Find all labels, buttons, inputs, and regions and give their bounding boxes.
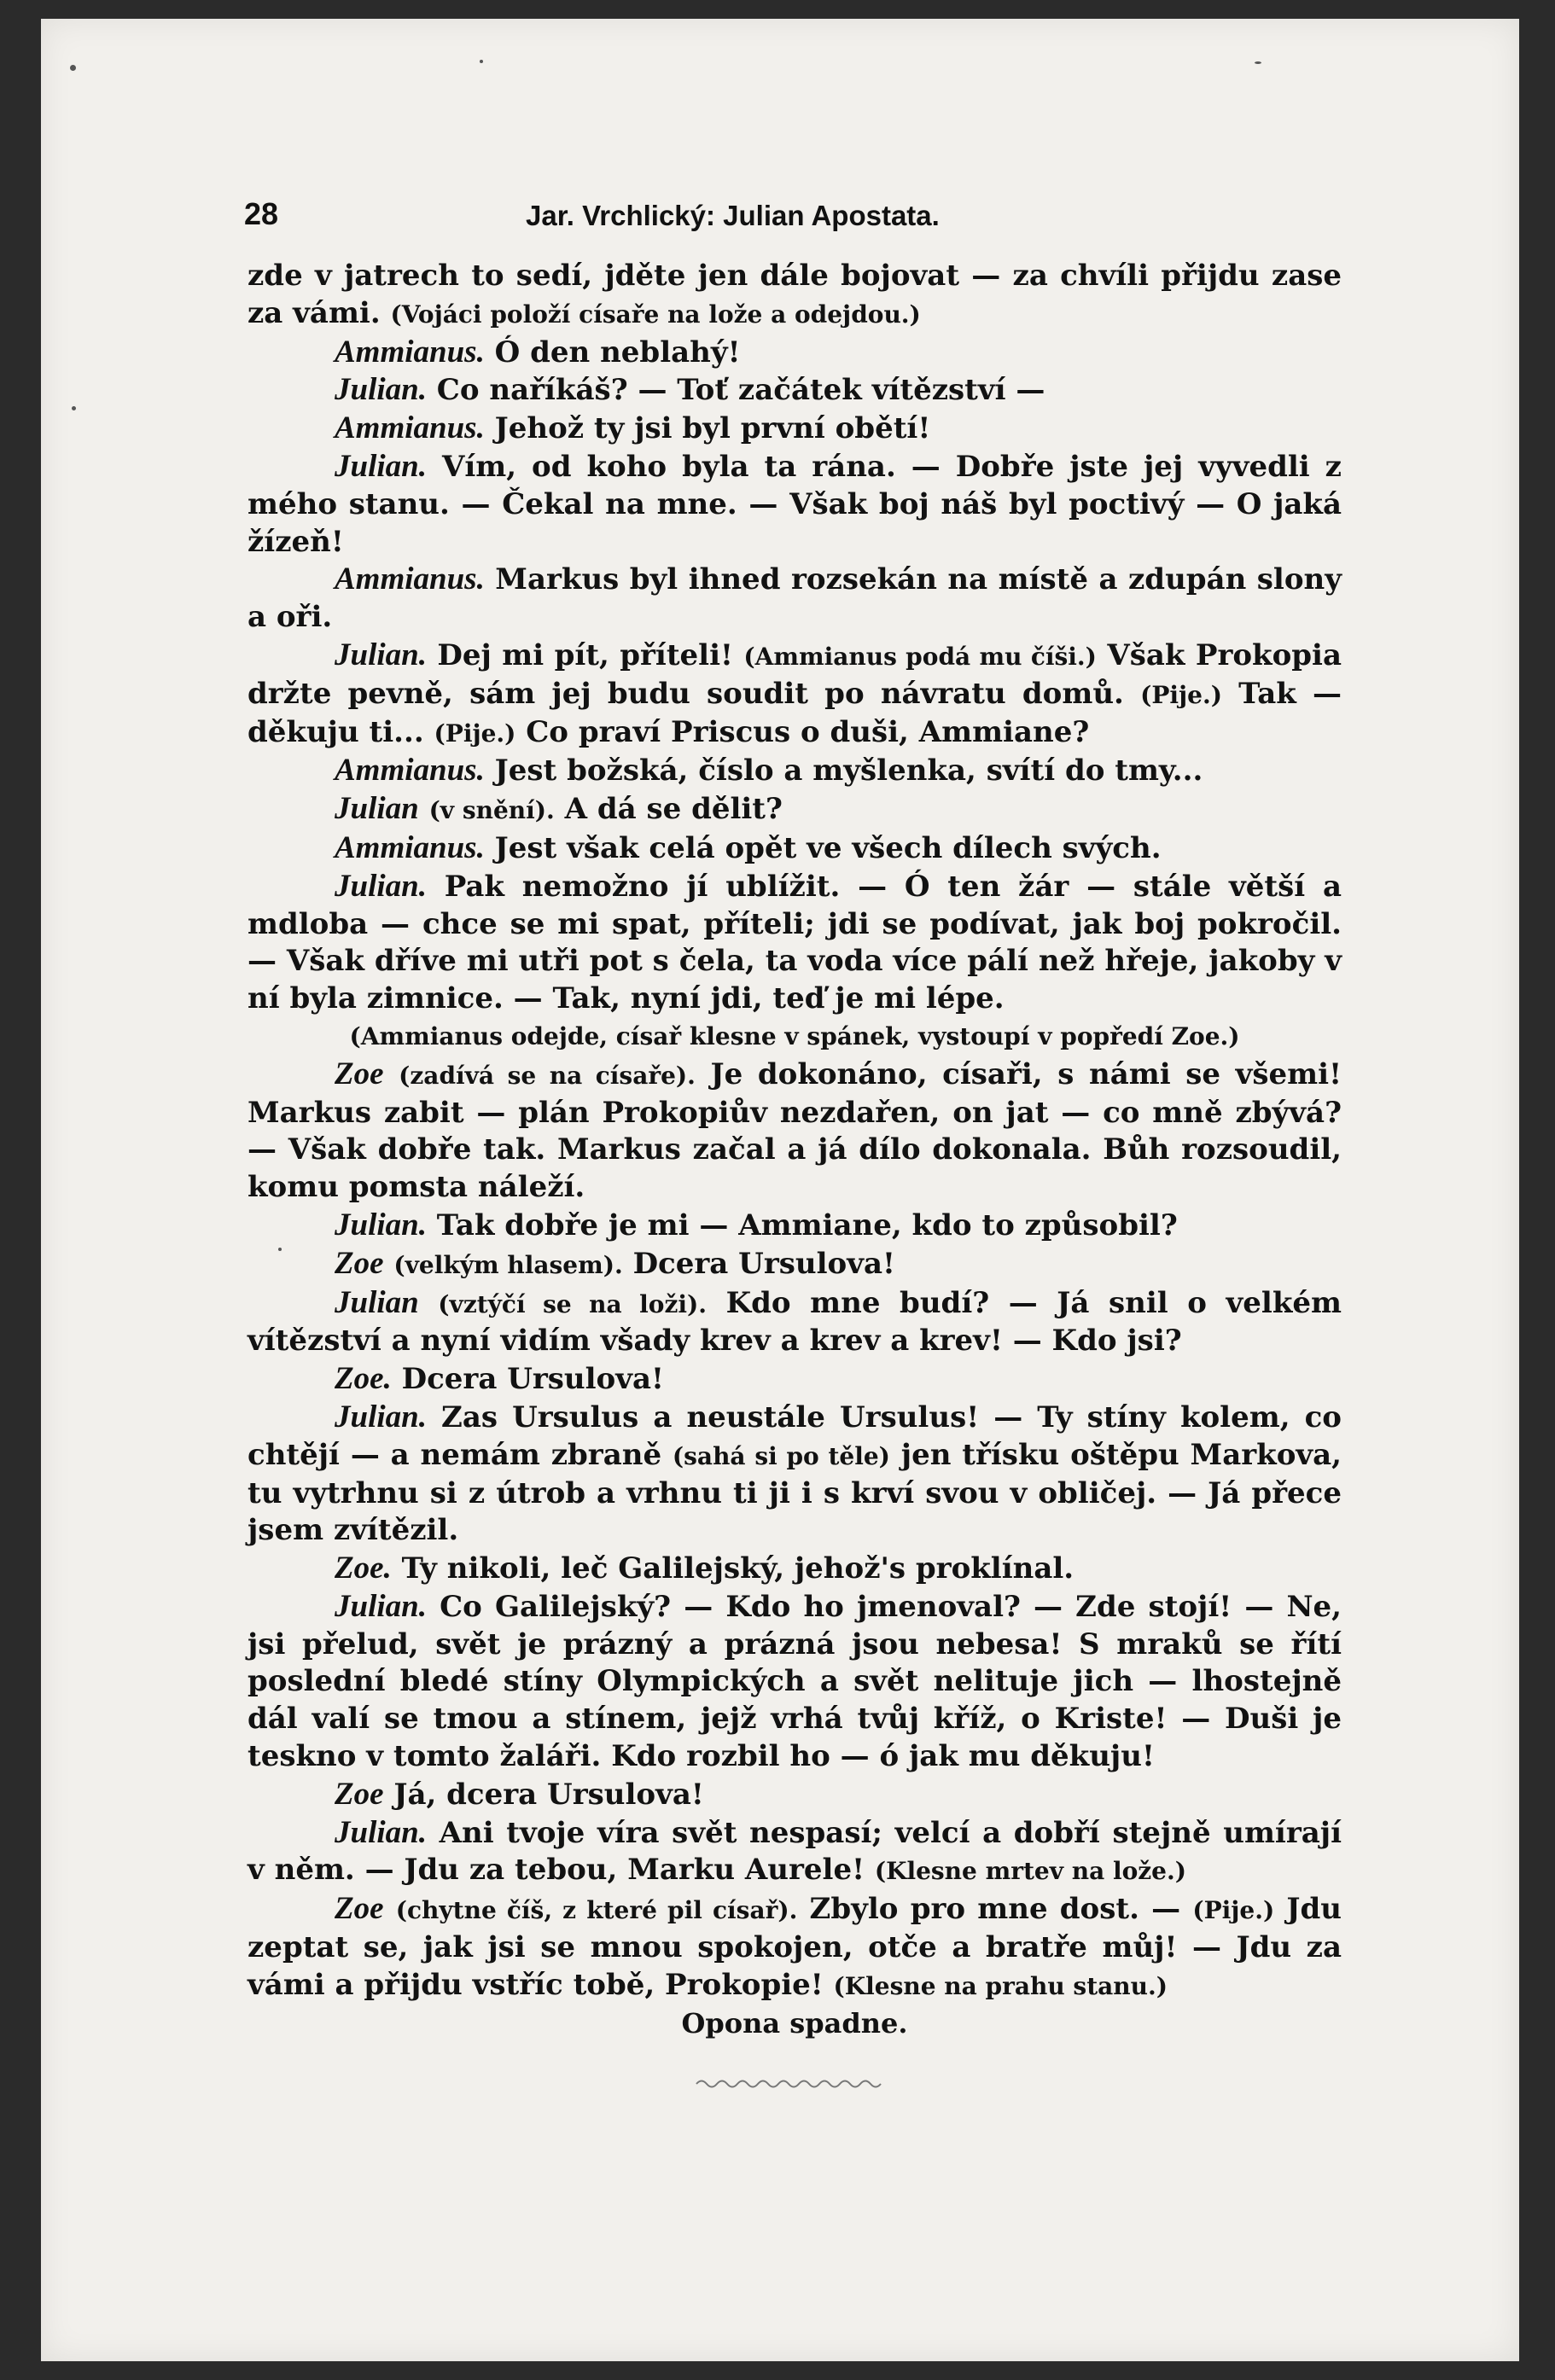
- speaker-name: Julian.: [335, 448, 427, 484]
- text-run: [419, 792, 429, 826]
- dialogue-paragraph: [248, 1245, 1342, 1284]
- print-speck: [278, 1248, 282, 1251]
- speaker-name: Julian.: [335, 637, 427, 672]
- print-speck: [480, 60, 483, 63]
- stage-note: (zadívá se na císaře).: [399, 1061, 696, 1090]
- speaker-name: Zoe: [335, 1245, 384, 1281]
- text-run: jen třísku oštěpu Markova, tu vytrhnu si z útrob a vrhnu ti ji i s krví svou v obličej. — Já přece jsem zvítězil.: [248, 1437, 1342, 1548]
- text-run: Kdo mne budí? — Já snil o velkém vítězství a nyní vidím všady krev a krev a krev! — Kdo jsi?: [248, 1285, 1342, 1359]
- dialogue-paragraph: [248, 1056, 1342, 1207]
- text-run: Co praví Priscus o duši, Ammiane?: [515, 714, 1090, 749]
- stage-note: (velkým hlasem).: [393, 1250, 623, 1279]
- speaker-name: Ammianus.: [335, 562, 485, 597]
- dialogue-paragraph: [248, 1207, 1342, 1245]
- stage-note: (Pije.): [1192, 1896, 1275, 1925]
- print-speck: [72, 406, 76, 410]
- text-run: Ty nikoli, leč Galilejský, jehož's proklínal.: [391, 1551, 1075, 1586]
- text-run: [419, 1286, 439, 1320]
- print-speck: [1255, 61, 1261, 64]
- text-run: Jehož ty jsi byl první obětí!: [484, 411, 931, 446]
- speaker-name: Zoe: [335, 1776, 384, 1812]
- text-run: zde v jatrech to sedí, jděte jen dále bojovat — za chvíli přijdu zase za vámi.: [248, 259, 1342, 330]
- speaker-name: Julian: [335, 791, 419, 827]
- dialogue-paragraph: [248, 561, 1342, 637]
- speaker-name: Ammianus.: [335, 334, 485, 370]
- dialogue-paragraph: [248, 1890, 1342, 2005]
- dialogue-paragraph: [248, 1399, 1342, 1550]
- speaker-name: Ammianus.: [335, 753, 485, 788]
- speaker-name: Julian.: [335, 1588, 427, 1624]
- text-run: [384, 1247, 394, 1281]
- speaker-name: Julian: [335, 1284, 419, 1320]
- text-run: Dcera Ursulova!: [622, 1246, 895, 1281]
- text-run: Zbylo pro mne dost. —: [797, 1892, 1193, 1927]
- text-run: Co Galilejský? — Kdo ho jmenoval? — Zde stojí! — Ne, jsi přelud, svět je prázný a prázná jsou nebesa! S mraků se řítí poslední bledé stíny Olympických a svět nelituje jich — lhostejně dál valí se tmou a stínem, jejž vrhá tvůj kříž, o Kriste! — Duši je teskno v tomto žaláři. Kdo rozbil ho — ó jak mu děkuju!: [248, 1589, 1342, 1774]
- text-run: Ó den neblahý!: [484, 335, 741, 370]
- text-run: Zas Ursulus a neustále Ursulus! — Ty stíny kolem, co chtějí — a nemám zbraně: [248, 1399, 1342, 1472]
- dialogue-paragraph: [248, 410, 1342, 448]
- stage-note: (Klesne mrtev na lože.): [874, 1857, 1186, 1886]
- dialogue-paragraph: [248, 448, 1342, 561]
- dialogue-paragraph: [248, 790, 1342, 829]
- text-run: (Ammianus odejde, císař klesne v spánek, vystoupí v popředí Zoe.): [349, 1021, 1240, 1050]
- text-run: Jest však celá opět ve všech dílech svých.: [484, 830, 1162, 865]
- speaker-name: Ammianus.: [335, 410, 485, 446]
- text-run: Co naříkáš? — Toť začátek vítězství —: [426, 373, 1045, 408]
- text-run: [384, 1057, 399, 1091]
- text-run: Markus byl ihned rozsekán na místě a zdupán slony a oři.: [248, 562, 1342, 635]
- stage-note: (Vojáci položí císaře na lože a odejdou.): [390, 300, 921, 329]
- running-title: Jar. Vrchlický: Julian Apostata.: [526, 200, 940, 231]
- stage-note: (vztýčí se na loži).: [438, 1289, 707, 1318]
- text-run: Ani tvoje víra svět nespasí; velcí a dobří stejně umírají v něm. — Jdu za tebou, Marku Aurele!: [248, 1815, 1342, 1888]
- stage-note: (v snění).: [428, 796, 555, 825]
- page-header: [244, 196, 1392, 247]
- text-run: Tak dobře je mi — Ammiane, kdo to způsobil?: [426, 1207, 1178, 1242]
- text-run: Jdu zeptat se, jak jsi se mnou spokojen, otče a bratře můj! — Jdu za vámi a přijdu vstříc tobě, Prokopie!: [248, 1892, 1342, 2002]
- text-run: Pak nemožno jí ublížit. — Ó ten žár — stále větší a mdloba — chce se mi spat, příteli; jdi se podívat, jak boj pokročil. — Však dříve mi utři pot s čela, ta voda více pálí než hřeje, jakoby v ní byla zimnice. — Tak, nyní jdi, teď je mi lépe.: [248, 869, 1342, 1016]
- dialogue-paragraph: [248, 1588, 1342, 1776]
- speaker-name: Ammianus.: [335, 829, 485, 865]
- dialogue-paragraph: [248, 371, 1342, 410]
- speaker-name: Zoe: [335, 1891, 384, 1927]
- speaker-name: Julian.: [335, 1399, 427, 1434]
- speaker-name: Julian.: [335, 372, 427, 408]
- curtain-line: Opona spadne.: [681, 2007, 908, 2040]
- text-run: Jest božská, číslo a myšlenka, svítí do tmy...: [484, 754, 1203, 788]
- speaker-name: Julian.: [335, 1207, 427, 1242]
- text-run: Však Prokopia držte pevně, sám jej budu soudit po návratu domů.: [248, 637, 1342, 711]
- dialogue-paragraph: [248, 829, 1342, 868]
- dialogue-paragraph: [248, 1550, 1342, 1588]
- ornament-squiggle: [695, 2075, 882, 2092]
- dialogue-paragraph: [248, 334, 1342, 372]
- dialogue-paragraph: [248, 637, 1342, 752]
- speaker-name: Zoe: [335, 1056, 384, 1091]
- dialogue-paragraph: [248, 752, 1342, 790]
- play-text: [248, 258, 1342, 2005]
- text-run: A dá se dělit?: [554, 792, 783, 827]
- stage-note: (Ammianus podá mu číši.): [743, 642, 1097, 671]
- dialogue-paragraph: [248, 258, 1342, 334]
- text-run: Dej mi pít, příteli!: [426, 637, 744, 672]
- dialogue-paragraph: [248, 868, 1342, 1018]
- speaker-name: Zoe.: [335, 1551, 392, 1586]
- text-run: [384, 1892, 396, 1926]
- stage-note: (Klesne na prahu stanu.): [833, 1971, 1168, 2000]
- dialogue-paragraph: [248, 1360, 1342, 1399]
- dialogue-paragraph: [248, 1284, 1342, 1361]
- text-run: Já, dcera Ursulova!: [383, 1777, 704, 1812]
- stage-note: (chytne číš, z které pil císař).: [395, 1896, 798, 1925]
- text-run: Vím, od koho byla ta rána. — Dobře jste jej vyvedli z mého stanu. — Čekal na mne. — Však boj náš byl poctivý — O jaká žízeň!: [248, 449, 1342, 559]
- print-speck: [70, 65, 76, 71]
- stage-note: (Pije.): [1140, 680, 1222, 709]
- page-number: 28: [244, 196, 279, 231]
- speaker-name: Zoe.: [335, 1361, 392, 1397]
- speaker-name: Julian.: [335, 1814, 427, 1850]
- dialogue-paragraph: [248, 1776, 1342, 1814]
- stage-note: (sahá si po těle): [672, 1441, 890, 1470]
- text-run: Je dokonáno, císaři, s námi se všemi! Markus zabit — plán Prokopiův nezdařen, on jat — co mně zbývá? — Však dobře tak. Markus začal a já dílo dokonala. Bůh rozsoudil, komu pomsta náleží.: [248, 1056, 1342, 1205]
- stage-note: (Pije.): [434, 719, 516, 748]
- dialogue-paragraph: [248, 1814, 1342, 1891]
- text-run: Tak — děkuju ti...: [248, 676, 1342, 749]
- stage-direction: [248, 1018, 1342, 1056]
- speaker-name: Julian.: [335, 868, 427, 904]
- text-run: Dcera Ursulova!: [391, 1362, 664, 1397]
